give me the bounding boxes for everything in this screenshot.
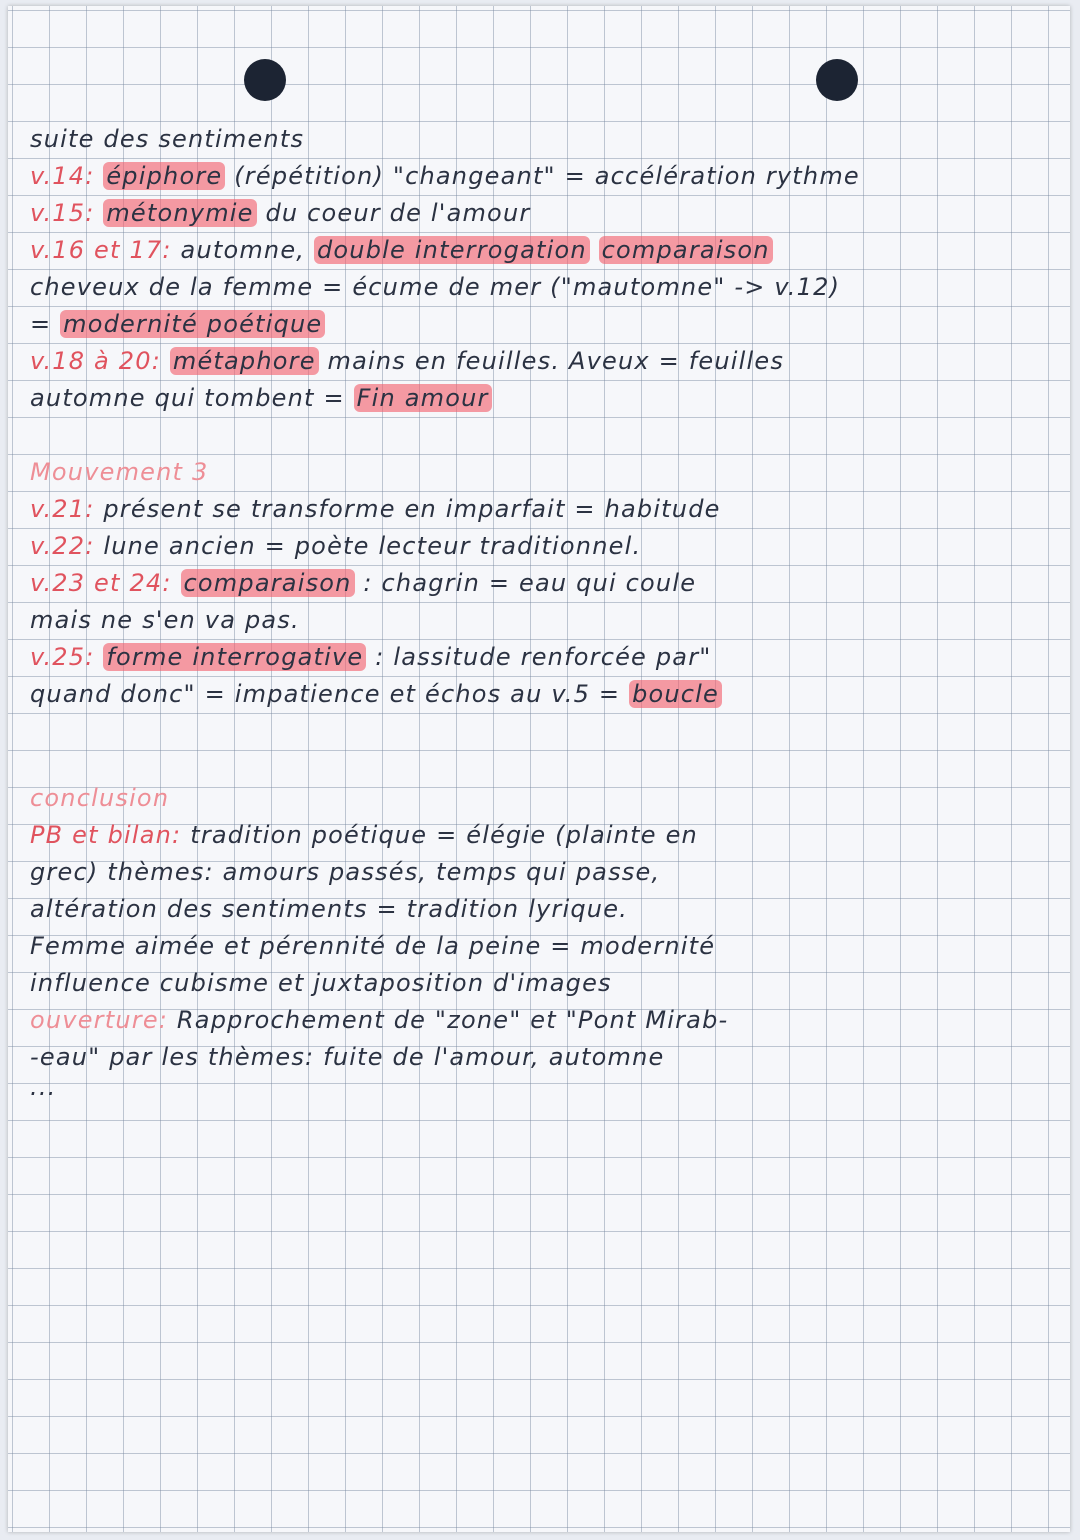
note-line: grec) thèmes: amours passés, temps qui passe, <box>30 858 661 886</box>
note-line: altération des sentiments = tradition lyrique. <box>30 895 628 923</box>
note-line: ouverture: Rapprochement de "zone" et "Pont Mirab- <box>30 1006 729 1034</box>
note-line: v.16 et 17: automne, double interrogation comparaison <box>30 235 1075 265</box>
note-line: PB et bilan: tradition poétique = élégie (plainte en <box>30 821 698 849</box>
binder-hole-left <box>244 59 286 101</box>
note-line: v.21: présent se transforme en imparfait = habitude <box>30 495 721 523</box>
section2-title: Mouvement 3 <box>30 458 209 486</box>
note-line: -eau" par les thèmes: fuite de l'amour, automne <box>30 1043 665 1071</box>
note-line: quand donc" = impatience et échos au v.5 = boucle <box>30 679 1075 709</box>
note-line: cheveux de la femme = écume de mer ("mautomne" -> v.12) <box>30 273 841 301</box>
notebook-page <box>8 6 1070 1532</box>
note-line: influence cubisme et juxtaposition d'images <box>30 969 612 997</box>
note-line: = modernité poétique <box>30 309 1075 339</box>
note-line: v.15: métonymie du coeur de l'amour <box>30 199 531 227</box>
note-line: ... <box>30 1073 57 1101</box>
note-line: v.22: lune ancien = poète lecteur traditionnel. <box>30 532 642 560</box>
section1-title: suite des sentiments <box>30 125 305 153</box>
note-line: automne qui tombent = Fin amour <box>30 383 1075 413</box>
note-line: v.25: forme interrogative : lassitude renforcée par" <box>30 643 712 671</box>
note-line: v.23 et 24: comparaison : chagrin = eau qui coule <box>30 569 697 597</box>
note-line: v.14: épiphore (répétition) "changeant" = accélération rythme <box>30 162 860 190</box>
binder-hole-right <box>816 59 858 101</box>
note-line: mais ne s'en va pas. <box>30 606 300 634</box>
section3-title: conclusion <box>30 784 170 812</box>
note-line: Femme aimée et pérennité de la peine = modernité <box>30 932 716 960</box>
note-line: v.18 à 20: métaphore mains en feuilles. Aveux = feuilles <box>30 347 785 375</box>
